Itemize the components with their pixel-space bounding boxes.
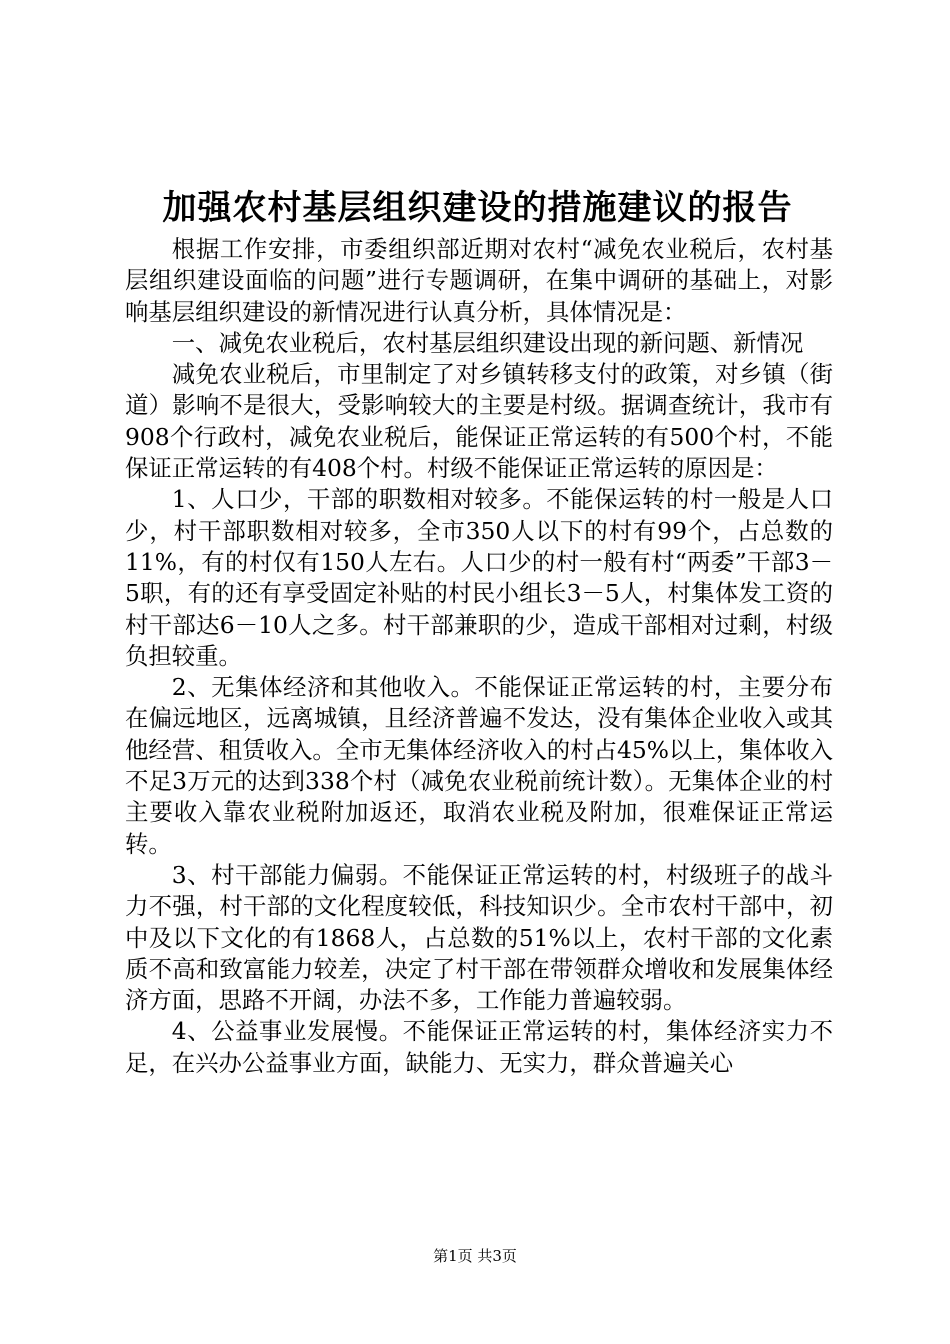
paragraph-intro: 根据工作安排，市委组织部近期对农村“减免农业税后，农村基层组织建设面临的问题”进行专题调研，在集中调研的基础上，对影响基层组织建设的新情况进行认真分析，具体情况是： [125,235,833,326]
page-number-footer: 第1页 共3页 [433,1247,517,1265]
paragraph-section-heading: 一、减免农业税后，农村基层组织建设出现的新问题、新情况 [171,328,804,357]
paragraph-item-3: 3、村干部能力偏弱。不能保证正常运转的村，村级班子的战斗力不强，村干部的文化程度较低，科技知识少。全市农村干部中，初中及以下文化的有1868人，占总数的51%以上，农村干部的文化素质不高和致富能力较差，决定了村干部在带领群众增收和发展集体经济方面，思路不开阔，办法不多，工作能力普遍较弱。 [125,860,833,1015]
document-title: 加强农村基层组织建设的措施建议的报告 [162,188,793,228]
paragraph-item-1: 1、人口少，干部的职数相对较多。不能保运转的村一般是人口少，村干部职数相对较多，全市350人以下的村有99个，占总数的11%，有的村仅有150人左右。人口少的村一般有村“两委”干部3－5职，有的还有享受固定补贴的村民小组长3－5人，村集体发工资的村干部达6－10人之多。村干部兼职的少，造成干部相对过剩，村级负担较重。 [125,485,833,670]
paragraph-overview: 减免农业税后，市里制定了对乡镇转移支付的政策，对乡镇（街道）影响不是很大，受影响较大的主要是村级。据调查统计，我市有908个行政村，减免农业税后，能保证正常运转的有500个村，不能保证正常运转的有408个村。村级不能保证正常运转的原因是： [125,360,833,483]
document-body [125,234,833,1079]
paragraph-item-2: 2、无集体经济和其他收入。不能保证正常运转的村，主要分布在偏远地区，远离城镇，且经济普遍不发达，没有集体企业收入或其他经营、租赁收入。全市无集体经济收入的村占45%以上，集体收入不足3万元的达到338个村（减免农业税前统计数）。无集体企业的村主要收入靠农业税附加返还，取消农业税及附加，很难保证正常运转。 [125,673,833,858]
paragraph-item-4: 4、公益事业发展慢。不能保证正常运转的村，集体经济实力不足，在兴办公益事业方面，缺能力、无实力，群众普遍关心 [125,1017,833,1077]
